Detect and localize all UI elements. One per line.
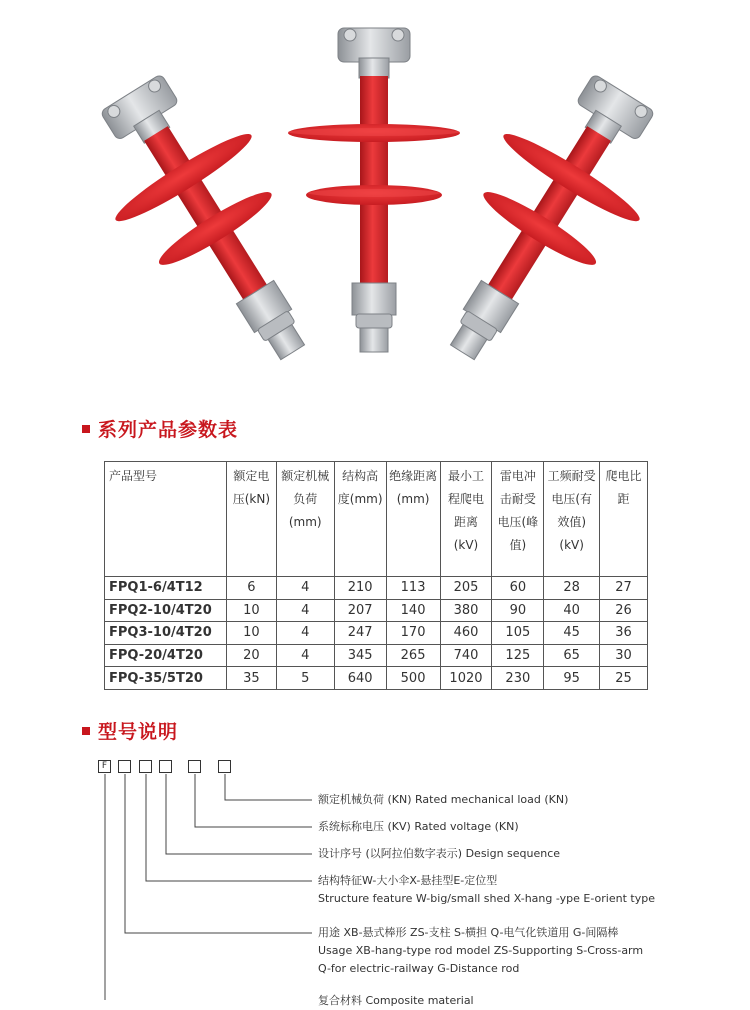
table-cell: 345 <box>334 644 386 667</box>
table-cell: 95 <box>544 667 600 690</box>
desc-mech-load: 额定机械负荷 (KN) Rated mechanical load (KN) <box>318 793 569 806</box>
code-box-material: F <box>98 760 111 773</box>
insulator-center <box>288 28 460 352</box>
desc-structure: 结构特征W-大小伞X-悬挂型E-定位型 Structure feature W-big/small shed X-hang -ype E-orient type <box>318 874 655 905</box>
table-cell: 26 <box>600 599 648 622</box>
table-cell: 4 <box>276 644 334 667</box>
table-header-cell: 雷电冲击耐受电压(峰值) <box>492 462 544 577</box>
table-cell: 125 <box>492 644 544 667</box>
table-cell: 90 <box>492 599 544 622</box>
code-box-mech-load <box>218 760 231 773</box>
params-table <box>104 461 648 690</box>
model-code-diagram <box>0 755 750 1007</box>
table-cell: 20 <box>226 644 276 667</box>
table-row <box>105 644 648 667</box>
table-row <box>105 577 648 600</box>
table-cell: 5 <box>276 667 334 690</box>
product-photo <box>0 0 750 390</box>
table-cell: 230 <box>492 667 544 690</box>
code-box-usage <box>118 760 131 773</box>
table-cell: 4 <box>276 599 334 622</box>
table-cell: 207 <box>334 599 386 622</box>
table-header-cell: 爬电比距 <box>600 462 648 577</box>
table-cell: 60 <box>492 577 544 600</box>
desc-material: 复合材料 Composite material <box>318 994 474 1007</box>
desc-design-seq: 设计序号 (以阿拉伯数字表示) Design sequence <box>318 847 561 860</box>
table-cell: 40 <box>544 599 600 622</box>
code-box-design-seq <box>159 760 172 773</box>
table-header-row <box>105 462 648 577</box>
table-cell: 65 <box>544 644 600 667</box>
code-box-voltage <box>188 760 201 773</box>
table-header-cell: 绝缘距离(mm) <box>386 462 440 577</box>
table-cell: 265 <box>386 644 440 667</box>
table-cell: 4 <box>276 622 334 645</box>
table-cell: 205 <box>440 577 492 600</box>
table-cell: 500 <box>386 667 440 690</box>
table-cell: 27 <box>600 577 648 600</box>
insulator-right <box>394 50 692 394</box>
table-header-cell: 产品型号 <box>105 462 227 577</box>
table-header-cell: 结构高度(mm) <box>334 462 386 577</box>
table-cell: 10 <box>226 599 276 622</box>
model-name-cell: FPQ-20/4T20 <box>105 644 227 667</box>
table-cell: 460 <box>440 622 492 645</box>
table-cell: 640 <box>334 667 386 690</box>
table-cell: 4 <box>276 577 334 600</box>
red-square-bullet-icon <box>82 727 90 735</box>
table-cell: 170 <box>386 622 440 645</box>
table-cell: 10 <box>226 622 276 645</box>
section-title-model: 型号说明 <box>82 717 178 744</box>
table-cell: 30 <box>600 644 648 667</box>
table-row <box>105 622 648 645</box>
table-cell: 25 <box>600 667 648 690</box>
table-cell: 45 <box>544 622 600 645</box>
model-name-cell: FPQ1-6/4T12 <box>105 577 227 600</box>
table-cell: 28 <box>544 577 600 600</box>
table-row <box>105 667 648 690</box>
table-cell: 247 <box>334 622 386 645</box>
table-header-cell: 工频耐受电压(有效值)(kV) <box>544 462 600 577</box>
table-cell: 36 <box>600 622 648 645</box>
table-header-cell: 最小工程爬电距离(kV) <box>440 462 492 577</box>
table-header-cell: 额定机械负荷(mm) <box>276 462 334 577</box>
table-cell: 105 <box>492 622 544 645</box>
table-cell: 35 <box>226 667 276 690</box>
model-name-cell: FPQ-35/5T20 <box>105 667 227 690</box>
insulator-left <box>63 50 361 394</box>
table-cell: 380 <box>440 599 492 622</box>
table-cell: 210 <box>334 577 386 600</box>
code-box-structure <box>139 760 152 773</box>
table-cell: 740 <box>440 644 492 667</box>
section-title-params: 系列产品参数表 <box>82 415 238 442</box>
desc-usage: 用途 XB-悬式棒形 ZS-支柱 S-横担 Q-电气化铁道用 G-间隔棒 Usage XB-hang-type rod model ZS-Supporting S-Cross-arm Q-for electric-railway G-Distance rod <box>318 926 644 975</box>
table-cell: 140 <box>386 599 440 622</box>
table-cell: 6 <box>226 577 276 600</box>
red-square-bullet-icon <box>82 425 90 433</box>
model-name-cell: FPQ2-10/4T20 <box>105 599 227 622</box>
table-cell: 1020 <box>440 667 492 690</box>
table-row <box>105 599 648 622</box>
table-header-cell: 额定电压(kN) <box>226 462 276 577</box>
desc-voltage: 系统标称电压 (KV) Rated voltage (KN) <box>318 820 519 833</box>
table-cell: 113 <box>386 577 440 600</box>
model-name-cell: FPQ3-10/4T20 <box>105 622 227 645</box>
